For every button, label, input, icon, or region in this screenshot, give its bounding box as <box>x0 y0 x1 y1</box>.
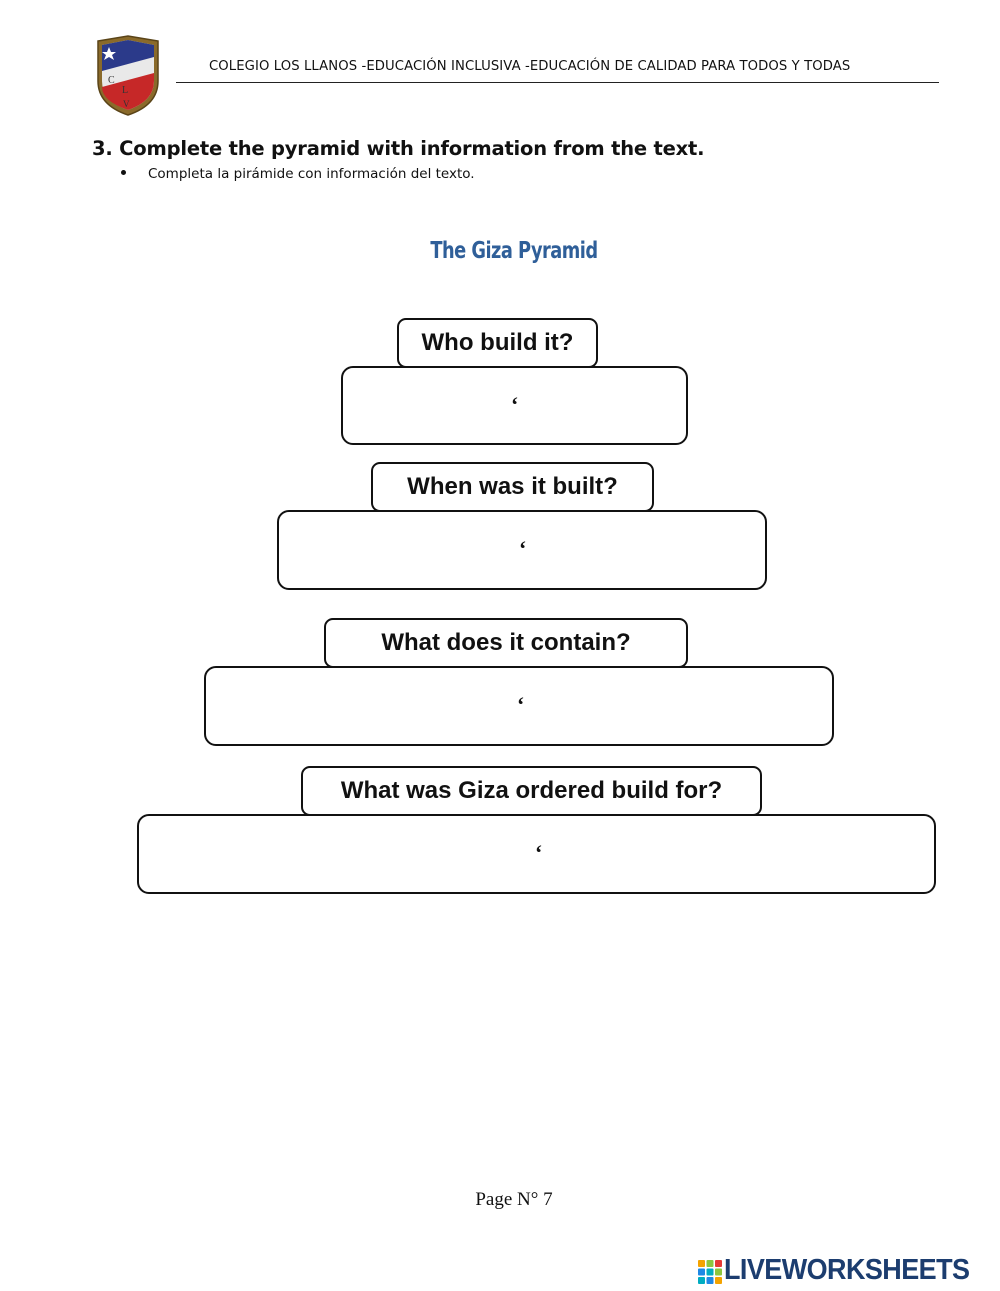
bullet-dot-icon <box>121 170 126 175</box>
school-crest-logo <box>94 35 162 117</box>
exercise-bullet <box>121 166 475 182</box>
answer-field-purpose[interactable] <box>137 814 936 894</box>
question-label-contain: What does it contain? <box>324 618 688 668</box>
answer-field-who[interactable] <box>341 366 688 445</box>
answer-mark: ‘ <box>535 840 543 865</box>
crest-letter-c: C <box>108 75 115 86</box>
crest-letter-v: V <box>123 99 130 109</box>
answer-field-contain[interactable] <box>204 666 834 746</box>
question-label-when: When was it built? <box>371 462 654 512</box>
question-label-who: Who build it? <box>397 318 598 368</box>
answer-mark: ‘ <box>511 392 519 417</box>
liveworksheets-grid-icon <box>698 1260 722 1284</box>
liveworksheets-logo[interactable] <box>698 1256 994 1286</box>
answer-mark: ‘ <box>517 692 525 717</box>
page-number: Page N° 7 <box>475 1189 553 1210</box>
exercise-bullet-text: Completa la pirámide con información del texto. <box>148 166 475 182</box>
liveworksheets-brand-text: LIVEWORKSHEETS <box>724 1254 970 1286</box>
exercise-title: 3. Complete the pyramid with information from the text. <box>92 137 705 160</box>
school-header: COLEGIO LOS LLANOS -EDUCACIÓN INCLUSIVA -EDUCACIÓN DE CALIDAD PARA TODOS Y TODAS <box>209 59 851 74</box>
question-label-purpose: What was Giza ordered build for? <box>301 766 762 816</box>
pyramid-title: The Giza Pyramid <box>430 238 598 264</box>
crest-letter-l: L <box>122 85 129 96</box>
answer-field-when[interactable] <box>277 510 767 590</box>
answer-mark: ‘ <box>519 536 527 561</box>
header-divider <box>176 82 939 83</box>
